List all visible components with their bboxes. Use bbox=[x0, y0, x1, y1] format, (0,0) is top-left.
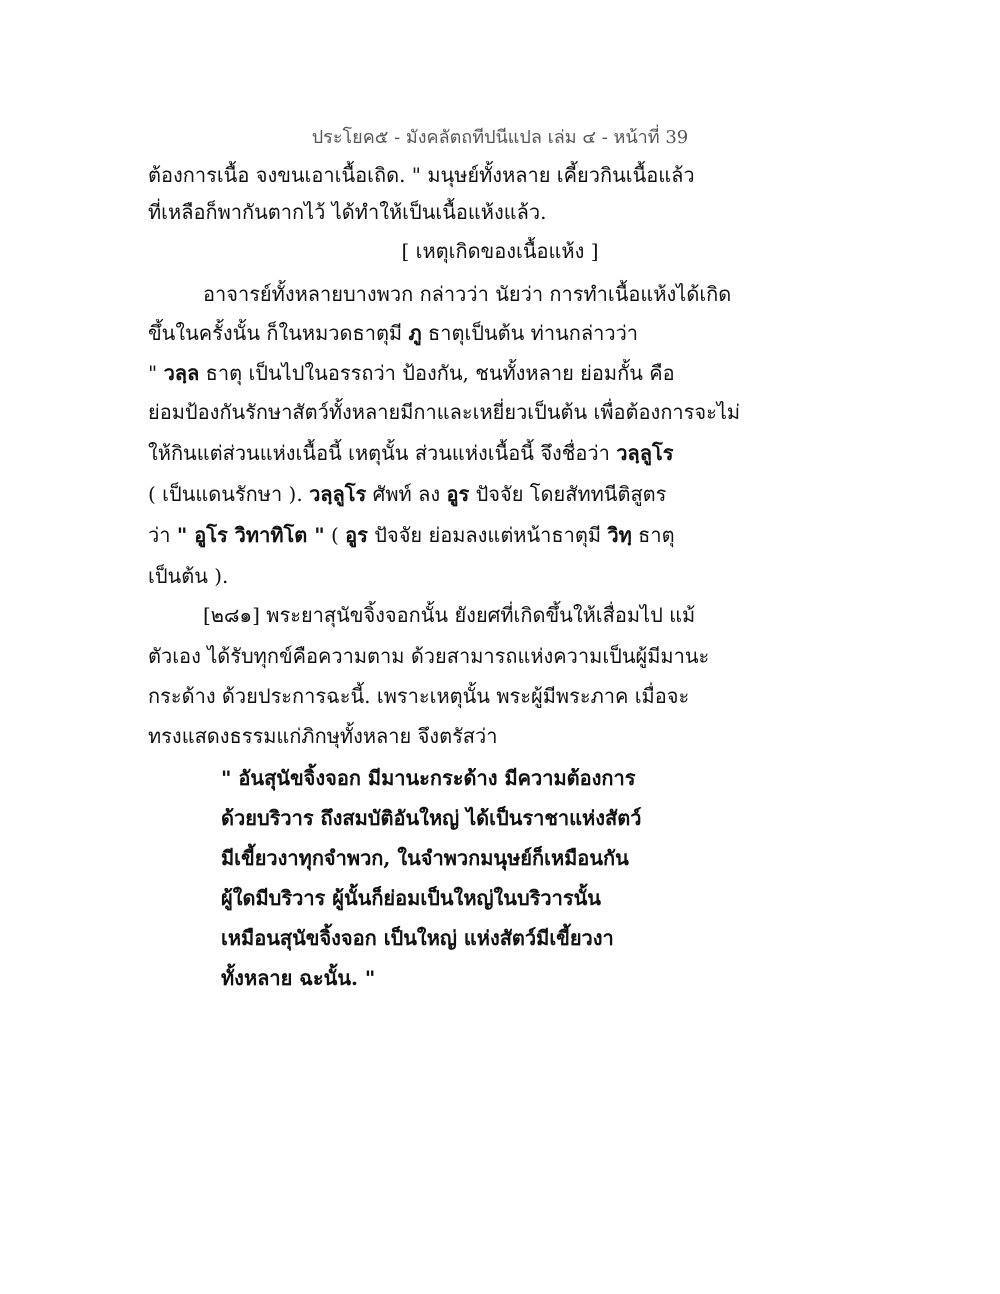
body-line-3: อาจารย์ทั้งหลายบางพวก กล่าวว่า นัยว่า การทำเนื้อแห้งได้เกิด bbox=[203, 282, 732, 306]
verse-line-6: ทั้งหลาย ฉะนั้น. " bbox=[221, 966, 376, 990]
body-line-13: กระด้าง ด้วยประการฉะนี้. เพราะเหตุนั้น พระผู้มีพระภาค เมื่อจะ bbox=[148, 684, 690, 708]
body-line-14: ทรงแสดงธรรมแก่ภิกษุทั้งหลาย จึงตรัสว่า bbox=[148, 724, 498, 748]
text-run: ว่า bbox=[148, 523, 177, 547]
text-run: " bbox=[148, 361, 164, 385]
text-run: ขึ้นในครั้งนั้น ก็ในหมวดธาตุมี bbox=[148, 321, 409, 345]
text-run: ปัจจัย โดยสัททนีติสูตร bbox=[469, 482, 667, 506]
verse-line-4: ผู้ใดมีบริวาร ผู้นั้นก็ย่อมเป็นใหญ่ในบริวารนั้น bbox=[221, 886, 601, 910]
body-line-10: เป็นต้น ). bbox=[148, 564, 229, 588]
page-header: ประโยค๕ - มังคลัตถทีปนีแปล เล่ม ๔ - หน้าที่ 39 bbox=[311, 127, 689, 148]
text-run: ศัพท์ ลง bbox=[366, 482, 447, 506]
pali-term: วิทฺ bbox=[607, 523, 632, 547]
body-line-4 bbox=[148, 320, 638, 346]
body-line-2: ที่เหลือก็พากันตากไว้ ได้ทำให้เป็นเนื้อแห้งแล้ว. bbox=[148, 200, 547, 224]
verse-line-1: " อันสุนัขจิ้งจอก มีมานะกระด้าง มีความต้องการ bbox=[221, 766, 636, 790]
body-line-1: ต้องการเนื้อ จงขนเอาเนื้อเถิด. " มนุษย์ทั้งหลาย เคี้ยวกินเนื้อแล้ว bbox=[148, 163, 695, 187]
verse-line-5: เหมือนสุนัขจิ้งจอก เป็นใหญ่ แห่งสัตว์มีเขี้ยวงา bbox=[221, 926, 614, 950]
pali-term: อูร bbox=[345, 523, 368, 547]
pali-term: วลฺลูโร bbox=[309, 482, 367, 506]
text-run: ( bbox=[324, 523, 346, 547]
body-line-6: ย่อมป้องกันรักษาสัตว์ทั้งหลายมีกาและเหยี่ยวเป็นต้น เพื่อต้องการจะไม่ bbox=[148, 400, 741, 424]
pali-term: วลฺล bbox=[163, 361, 200, 385]
body-line-12: ตัวเอง ได้รับทุกข์คือความตาม ด้วยสามารถแห่งความเป็นผู้มีมานะ bbox=[148, 644, 710, 668]
text-run: ปัจจัย ย่อมลงแต่หน้าธาตุมี bbox=[367, 523, 608, 547]
pali-term: วลฺลูโร bbox=[616, 441, 674, 465]
text-run: ธาตุ bbox=[631, 523, 675, 547]
body-line-11: [๒๘๑] พระยาสุนัขจิ้งจอกนั้น ยังยศที่เกิดขึ้นให้เสื่อมไป แม้ bbox=[203, 603, 696, 627]
verse-line-3: มีเขี้ยวงาทุกจำพวก, ในจำพวกมนุษย์ก็เหมือนกัน bbox=[221, 846, 629, 870]
text-run: ให้กินแต่ส่วนแห่งเนื้อนี้ เหตุนั้น ส่วนแห่งเนื้อนี้ จึงชื่อว่า bbox=[148, 441, 617, 465]
pali-term: ภู bbox=[408, 321, 422, 345]
section-heading: [ เหตุเกิดของเนื้อแห้ง ] bbox=[401, 239, 599, 263]
body-line-8 bbox=[148, 481, 666, 507]
body-line-5 bbox=[148, 360, 675, 386]
body-line-9 bbox=[148, 522, 675, 548]
text-run: ธาตุ เป็นไปในอรรถว่า ป้องกัน, ชนทั้งหลาย ย่อมกั้น คือ bbox=[199, 361, 675, 385]
text-run: ธาตุเป็นต้น ท่านกล่าวว่า bbox=[421, 321, 639, 345]
text-run: ( เป็นแดนรักษา ). bbox=[148, 482, 310, 506]
verse-line-2: ด้วยบริวาร ถึงสมบัติอันใหญ่ ได้เป็นราชาแห่งสัตว์ bbox=[221, 806, 642, 830]
body-line-7 bbox=[148, 440, 673, 466]
pali-term: อูร bbox=[446, 482, 470, 506]
pali-quote: " อูโร วิทาทิโต " bbox=[176, 523, 325, 547]
